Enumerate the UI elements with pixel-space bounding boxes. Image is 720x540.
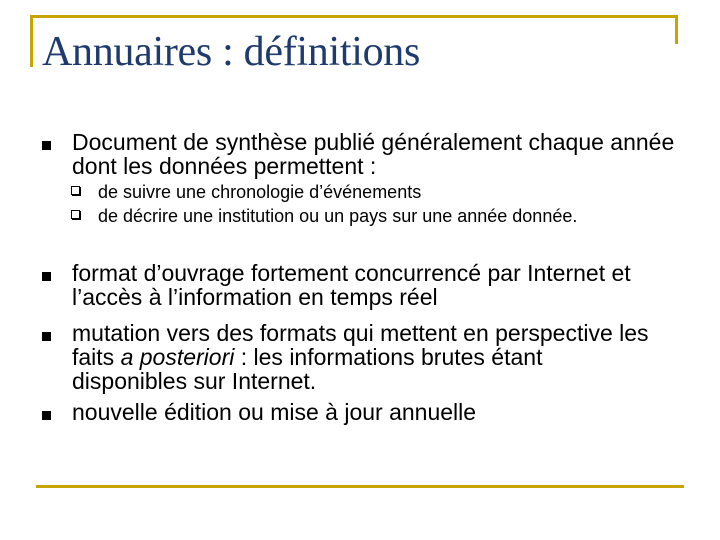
hollow-square-bullet-icon bbox=[71, 186, 80, 195]
square-bullet-icon bbox=[42, 332, 51, 341]
bullet-text-4: nouvelle édition ou mise à jour annuelle bbox=[72, 399, 477, 425]
sub-bullet-text-1: de suivre une chronologie d’événements bbox=[98, 182, 422, 202]
slide-title: Annuaires : définitions bbox=[42, 29, 421, 75]
bullet-text-1: Document de synthèse publié généralement chaque année dont les données permettent : bbox=[72, 129, 675, 179]
frame-top-rule bbox=[30, 15, 678, 18]
bullet-text-3 bbox=[72, 321, 652, 393]
frame-right-rule bbox=[675, 15, 678, 44]
bullet-text-3-italic: a posteriori bbox=[120, 344, 235, 370]
square-bullet-icon bbox=[42, 411, 51, 420]
square-bullet-icon bbox=[42, 141, 51, 150]
sub-bullet-text-2: de décrire une institution ou un pays sur une année donnée. bbox=[98, 206, 578, 226]
hollow-square-bullet-icon bbox=[71, 210, 80, 219]
square-bullet-icon bbox=[42, 272, 51, 281]
bottom-rule bbox=[36, 485, 684, 488]
frame-left-rule bbox=[30, 15, 33, 67]
bullet-text-2: format d’ouvrage fortement concurrencé par Internet et l’accès à l’information en temps réel bbox=[72, 260, 631, 310]
bullet-text-3-part-1: mutation vers des formats qui mettent en perspective les faits bbox=[72, 320, 649, 370]
bullet-text-3-part-2: : les informations brutes étant disponibles sur Internet. bbox=[72, 344, 543, 394]
